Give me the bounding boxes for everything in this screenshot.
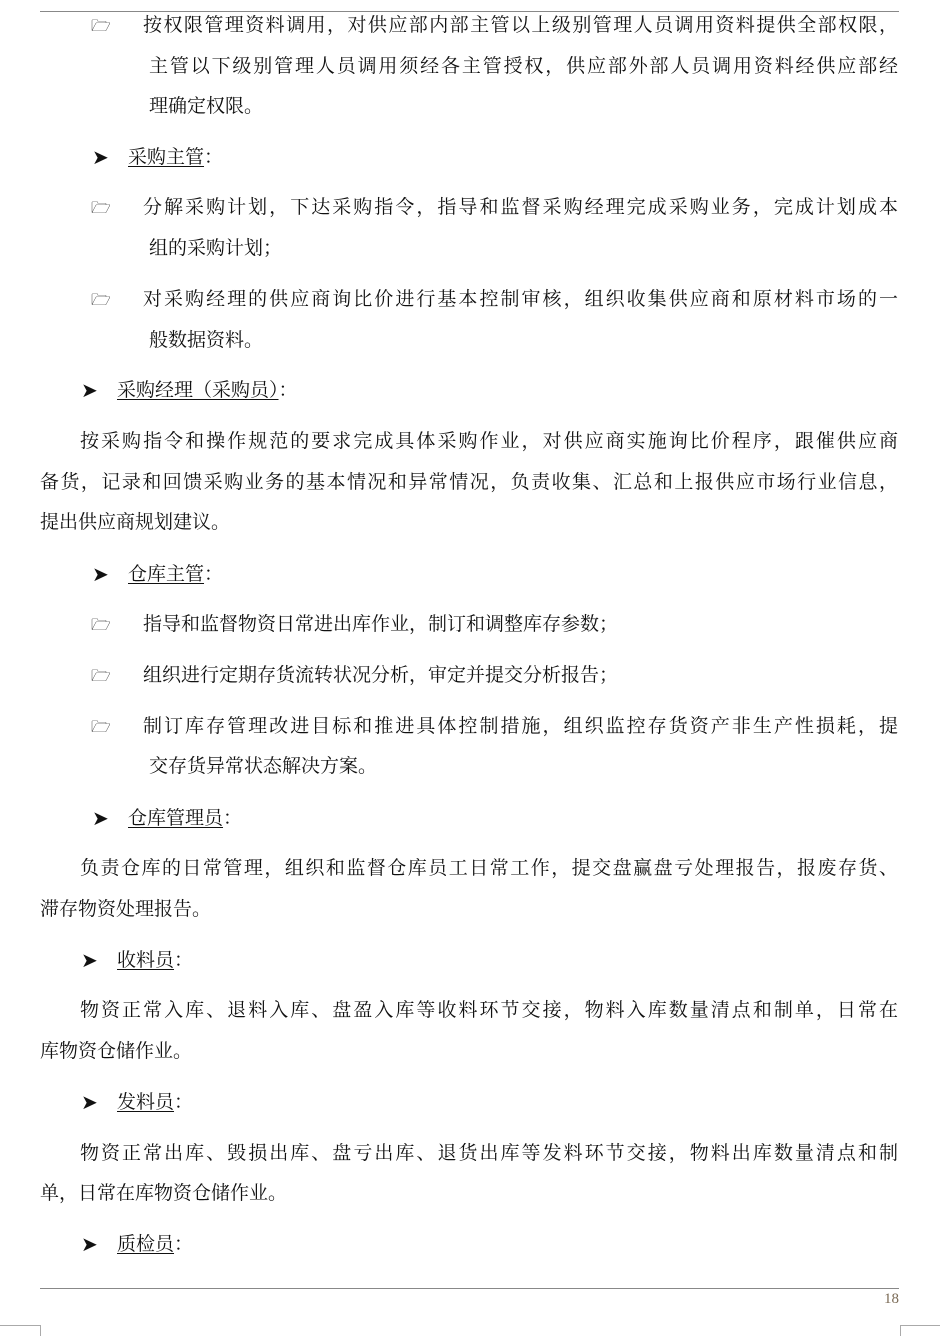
heading-purchasing-manager xyxy=(117,377,298,403)
crop-mark-right xyxy=(900,1325,940,1336)
colon: ： xyxy=(174,1091,194,1113)
folder-icon: 🗁 xyxy=(91,16,111,35)
paragraph-line: 备货，记录和回馈采购业务的基本情况和异常情况，负责收集、汇总和上报供应市场行业信息， xyxy=(40,471,898,493)
heading-label: 发料员 xyxy=(117,1091,175,1113)
crop-mark-left xyxy=(0,1325,41,1336)
arrow-bullet-icon: ➤ xyxy=(92,806,109,830)
colon: ： xyxy=(174,949,194,971)
list-item-text: 指导和监督物资日常进出库作业，制订和调整库存参数； xyxy=(143,613,619,635)
arrow-bullet-icon: ➤ xyxy=(81,948,98,972)
folder-icon: 🗁 xyxy=(91,615,111,634)
list-item-text: 分解采购计划，下达采购指令，指导和监督采购经理完成采购业务，完成计划成本 xyxy=(143,196,898,218)
colon: ： xyxy=(223,807,243,829)
list-item-text: 对采购经理的供应商询比价进行基本控制审核，组织收集供应商和原材料市场的一 xyxy=(143,288,898,310)
paragraph-line: 物资正常入库、退料入库、盘盈入库等收料环节交接，物料入库数量清点和制单，日常在 xyxy=(80,999,898,1021)
paragraph-line: 单，日常在库物资仓储作业。 xyxy=(40,1182,288,1204)
colon: ： xyxy=(204,563,224,585)
colon: ： xyxy=(204,146,224,168)
arrow-bullet-icon: ➤ xyxy=(81,378,98,402)
folder-icon: 🗁 xyxy=(91,198,111,217)
list-item-text: 制订库存管理改进目标和推进具体控制措施，组织监控存货资产非生产性损耗，提 xyxy=(143,715,898,737)
heading-label: 采购经理（采购员） xyxy=(117,379,279,401)
list-item-text: 组的采购计划； xyxy=(149,237,283,259)
list-item-text: 组织进行定期存货流转状况分析，审定并提交分析报告； xyxy=(143,664,619,686)
arrow-bullet-icon: ➤ xyxy=(92,562,109,586)
paragraph-line: 提出供应商规划建议。 xyxy=(40,511,231,533)
paragraph-line: 物资正常出库、毁损出库、盘亏出库、退货出库等发料环节交接，物料出库数量清点和制 xyxy=(80,1142,898,1164)
colon: ： xyxy=(174,1233,194,1255)
arrow-bullet-icon: ➤ xyxy=(92,145,109,169)
paragraph-line: 库物资仓储作业。 xyxy=(40,1040,193,1062)
heading-label: 仓库管理员 xyxy=(128,807,224,829)
folder-icon: 🗁 xyxy=(91,666,111,685)
paragraph-line: 负责仓库的日常管理，组织和监督仓库员工日常工作，提交盘赢盘亏处理报告，报废存货、 xyxy=(80,857,898,879)
heading-issuing-clerk xyxy=(117,1089,193,1115)
arrow-bullet-icon: ➤ xyxy=(81,1090,98,1114)
paragraph-line: 滞存物资处理报告。 xyxy=(40,898,212,920)
footer-rule xyxy=(40,1288,899,1289)
heading-receiving-clerk xyxy=(117,947,193,973)
list-item-text: 理确定权限。 xyxy=(149,95,264,117)
page-number: 18 xyxy=(884,1291,899,1307)
colon: ： xyxy=(278,379,298,401)
list-item-text: 主管以下级别管理人员调用须经各主管授权，供应部外部人员调用资料经供应部经 xyxy=(149,55,898,77)
list-item-text: 般数据资料。 xyxy=(149,329,264,351)
list-item-text: 按权限管理资料调用，对供应部内部主管以上级别管理人员调用资料提供全部权限， xyxy=(143,14,898,36)
heading-warehouse-keeper xyxy=(128,805,242,831)
folder-icon: 🗁 xyxy=(91,290,111,309)
heading-warehouse-supervisor xyxy=(128,561,223,587)
heading-label: 采购主管 xyxy=(128,146,205,168)
list-item-text: 交存货异常状态解决方案。 xyxy=(149,755,378,777)
folder-icon: 🗁 xyxy=(91,717,111,736)
heading-quality-inspector xyxy=(117,1231,193,1257)
paragraph-line: 按采购指令和操作规范的要求完成具体采购作业，对供应商实施询比价程序，跟催供应商 xyxy=(80,430,898,452)
heading-label: 收料员 xyxy=(117,949,175,971)
heading-label: 仓库主管 xyxy=(128,563,205,585)
heading-purchasing-supervisor xyxy=(128,144,223,170)
heading-label: 质检员 xyxy=(117,1233,175,1255)
arrow-bullet-icon: ➤ xyxy=(81,1232,98,1256)
